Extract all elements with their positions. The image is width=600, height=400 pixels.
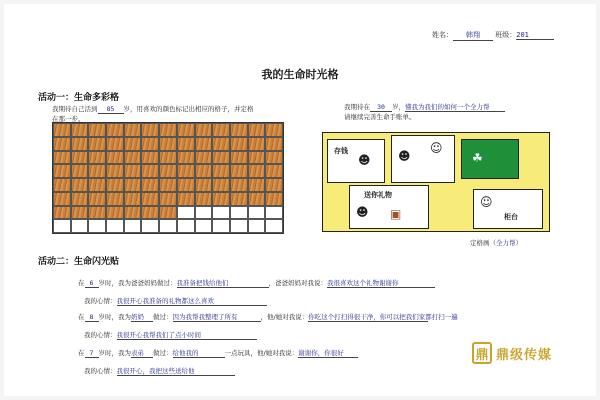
grid-cell — [212, 123, 230, 137]
grid-cell — [248, 219, 266, 233]
logo-mark-icon: 鼎 — [472, 342, 492, 364]
grid-cell — [230, 206, 248, 220]
grid-cell — [177, 137, 195, 151]
activity2-heading: 活动二：生命闪光贴 — [38, 257, 120, 267]
grid-cell — [106, 178, 124, 192]
grid-cell — [71, 164, 89, 178]
panel-gift — [349, 185, 429, 229]
grid-cell — [177, 123, 195, 137]
life-color-grid — [52, 122, 284, 234]
grid-cell — [212, 206, 230, 220]
grid-cell — [230, 151, 248, 165]
grid-cell — [53, 137, 71, 151]
grid-cell — [53, 178, 71, 192]
grid-cell — [124, 219, 142, 233]
grid-cell — [177, 192, 195, 206]
person-figure-icon: ☻ — [398, 149, 411, 163]
grid-cell — [230, 192, 248, 206]
panel-label-counter: 柜台 — [504, 213, 518, 221]
panel-family — [391, 135, 455, 183]
person-figure-icon: ☺ — [480, 195, 493, 209]
grid-cell — [53, 206, 71, 220]
grid-cell — [177, 164, 195, 178]
panel-label-save: 存钱 — [334, 147, 348, 155]
grid-cell — [159, 192, 177, 206]
panel-shop — [461, 139, 519, 179]
person-figure-icon: ☻ — [356, 205, 369, 219]
panel-label-gift: 送你礼物 — [364, 191, 392, 199]
activity1-instruction-cont: 在那一步。 — [52, 115, 85, 123]
grid-cell — [71, 219, 89, 233]
grid-cell — [248, 151, 266, 165]
grid-cell — [141, 151, 159, 165]
class-label: 班级： — [495, 31, 517, 39]
grid-cell — [159, 178, 177, 192]
grid-cell — [265, 151, 283, 165]
grid-cell — [53, 219, 71, 233]
grid-cell — [159, 219, 177, 233]
grid-cell — [230, 123, 248, 137]
grid-cell — [195, 164, 213, 178]
grid-cell — [141, 178, 159, 192]
grid-cell — [88, 178, 106, 192]
grid-cell — [71, 192, 89, 206]
class-value: 201 — [516, 31, 554, 40]
grid-cell — [159, 123, 177, 137]
grid-cell — [177, 219, 195, 233]
right-age: 30 — [370, 103, 392, 112]
grid-cell — [141, 123, 159, 137]
grid-cell — [265, 178, 283, 192]
grid-cell — [159, 164, 177, 178]
grid-cell — [106, 192, 124, 206]
grid-cell — [88, 192, 106, 206]
grid-cell — [106, 123, 124, 137]
grid-cell — [212, 178, 230, 192]
grid-cell — [71, 178, 89, 192]
grid-cell — [248, 164, 266, 178]
person-figure-icon: ☺ — [430, 141, 443, 155]
grid-cell — [265, 137, 283, 151]
grid-cell — [195, 219, 213, 233]
grid-cell — [195, 192, 213, 206]
grid-cell — [195, 151, 213, 165]
right-wish: 懂我为我们的如何一个全力帮 — [405, 102, 505, 112]
grid-cell — [124, 164, 142, 178]
sparkle-row-2-mood: 我的心情：我很开心我帮我们了点小时间 — [84, 330, 257, 340]
grid-cell — [230, 164, 248, 178]
grid-cell — [212, 137, 230, 151]
grid-cell — [124, 137, 142, 151]
grid-cell — [177, 151, 195, 165]
grid-cell — [230, 137, 248, 151]
grid-cell — [248, 192, 266, 206]
drawing-caption: 定格画（全力帮） — [470, 239, 522, 247]
comic-drawing — [322, 132, 550, 232]
grid-cell — [248, 137, 266, 151]
grid-cell — [265, 123, 283, 137]
sparkle-row-2: 在 8 岁时，我为奶奶 做过：因为我帮我整理了所有 ，他/她对我说：你吃这个打扫得很干净，你可以把我们家都打扫一遍 — [78, 313, 458, 321]
grid-cell — [212, 219, 230, 233]
panel-counter — [473, 189, 543, 229]
grid-cell — [88, 206, 106, 220]
grid-cell — [212, 151, 230, 165]
grid-cell — [53, 123, 71, 137]
grid-cell — [106, 137, 124, 151]
grid-cell — [248, 123, 266, 137]
grid-cell — [71, 137, 89, 151]
grid-cell — [265, 164, 283, 178]
grid-cell — [230, 178, 248, 192]
grid-cell — [248, 178, 266, 192]
sparkle-row-1-mood: 我的心情：我很开心我准备的礼物都这么喜欢 — [84, 296, 267, 306]
grid-cell — [88, 219, 106, 233]
name-value: 韩翔 — [453, 30, 493, 41]
grid-cell — [159, 137, 177, 151]
grid-cell — [53, 151, 71, 165]
grid-cell — [265, 192, 283, 206]
grid-cell — [212, 192, 230, 206]
grid-cell — [71, 123, 89, 137]
activity1-heading: 活动一：生命多彩格 — [38, 93, 120, 103]
activity1-right-instruction: 请继续完善生命手账单。 — [344, 113, 416, 121]
grid-cell — [195, 206, 213, 220]
activity1-instruction: 我期待自己活到 85 岁，用喜欢的颜色标记出相应的格子，并定格 — [52, 105, 254, 113]
grid-cell — [141, 206, 159, 220]
grid-cell — [88, 151, 106, 165]
grid-cell — [124, 123, 142, 137]
activity1-right-line: 我期待在 30 岁，懂我为我们的如何一个全力帮 — [344, 102, 505, 112]
grid-cell — [106, 219, 124, 233]
panel-atm — [327, 139, 385, 183]
page-title: 我的生命时光格 — [261, 68, 339, 81]
grid-cell — [195, 137, 213, 151]
grid-cell — [212, 164, 230, 178]
caption-value: 全力帮 — [496, 239, 516, 247]
grid-cell — [195, 178, 213, 192]
grid-cell — [106, 164, 124, 178]
grid-cell — [88, 123, 106, 137]
watermark-logo — [472, 342, 552, 364]
grid-cell — [248, 206, 266, 220]
gift-icon: ☘ — [472, 151, 483, 165]
grid-cell — [141, 164, 159, 178]
grid-cell — [71, 206, 89, 220]
grid-cell — [71, 151, 89, 165]
grid-cell — [124, 192, 142, 206]
grid-cell — [141, 192, 159, 206]
sparkle-row-3: 在 7 岁时，我为表弟 做过：给他我的 一点玩具，他/她对我说：谢谢你，你很好 — [78, 348, 358, 358]
grid-cell — [88, 137, 106, 151]
grid-cell — [141, 137, 159, 151]
sparkle-row-1: 在 6 岁时，我为爸爸妈妈做过：我准备把钱给他们 ，爸爸妈妈对我说：我很喜欢这个礼物谢谢你 — [78, 278, 435, 288]
grid-cell — [230, 219, 248, 233]
grid-cell — [53, 192, 71, 206]
grid-cell — [177, 178, 195, 192]
grid-cell — [265, 219, 283, 233]
grid-cell — [159, 206, 177, 220]
grid-cell — [177, 206, 195, 220]
worksheet-page — [4, 4, 596, 396]
grid-cell — [141, 219, 159, 233]
grid-cell — [88, 164, 106, 178]
grid-cell — [265, 206, 283, 220]
grid-cell — [53, 164, 71, 178]
student-info — [432, 30, 554, 41]
grid-cell — [195, 123, 213, 137]
logo-text: 鼎级传媒 — [496, 347, 553, 363]
grid-cell — [124, 151, 142, 165]
grid-cell — [124, 206, 142, 220]
grid-cell — [106, 206, 124, 220]
person-figure-icon: ☻ — [358, 153, 371, 167]
name-label: 姓名： — [432, 31, 453, 39]
grid-cell — [106, 151, 124, 165]
grid-cell — [159, 151, 177, 165]
grid-cell — [124, 178, 142, 192]
expected-age: 85 — [98, 105, 124, 114]
sparkle-row-3-mood: 我的心情：我很开心，我把这些送给他 — [84, 366, 235, 376]
gift-box-icon: ▣ — [390, 207, 402, 221]
